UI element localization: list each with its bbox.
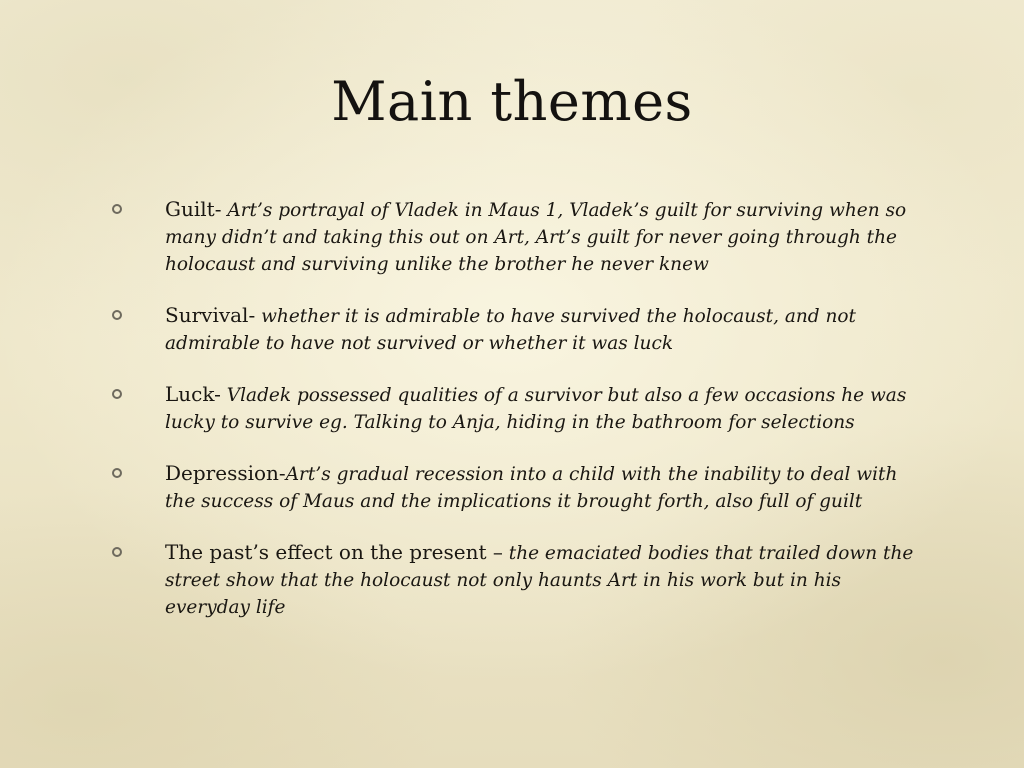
bullet-description: Art’s gradual recession into a child with the inability to deal with the success of Maus and the implications it brought forth, also full of guilt [165,464,898,512]
bullet-term: Depression- [165,461,286,485]
bullet-item-luck [112,381,922,436]
bullet-term: Guilt- [165,197,222,221]
hollow-circle-bullet-icon [112,547,122,557]
bullet-term: Survival- [165,303,256,327]
slide-title: Main themes [331,70,693,133]
bullet-list [112,196,922,645]
hollow-circle-bullet-icon [112,468,122,478]
hollow-circle-bullet-icon [112,204,122,214]
bullet-item-survival [112,302,922,357]
bullet-item-guilt [112,196,922,278]
bullet-description: whether it is admirable to have survived the holocaust, and not admirable to have not survived or whether it was luck [165,306,856,354]
bullet-item-depression [112,460,922,515]
hollow-circle-bullet-icon [112,389,122,399]
bullet-term: The past’s effect on the present – [165,540,503,564]
hollow-circle-bullet-icon [112,310,122,320]
bullet-item-past-effect [112,539,922,621]
bullet-description: Vladek possessed qualities of a survivor but also a few occasions he was lucky to survive eg. Talking to Anja, hiding in the bathroom for selections [165,385,907,433]
bullet-description: Art’s portrayal of Vladek in Maus 1, Vladek’s guilt for surviving when so many didn’t and taking this out on Art, Art’s guilt for never going through the holocaust and surviving unlike the brother he never knew [165,200,907,275]
bullet-description: the emaciated bodies that trailed down the street show that the holocaust not only haunts Art in his work but in his everyday life [165,543,914,618]
bullet-term: Luck- [165,382,221,406]
